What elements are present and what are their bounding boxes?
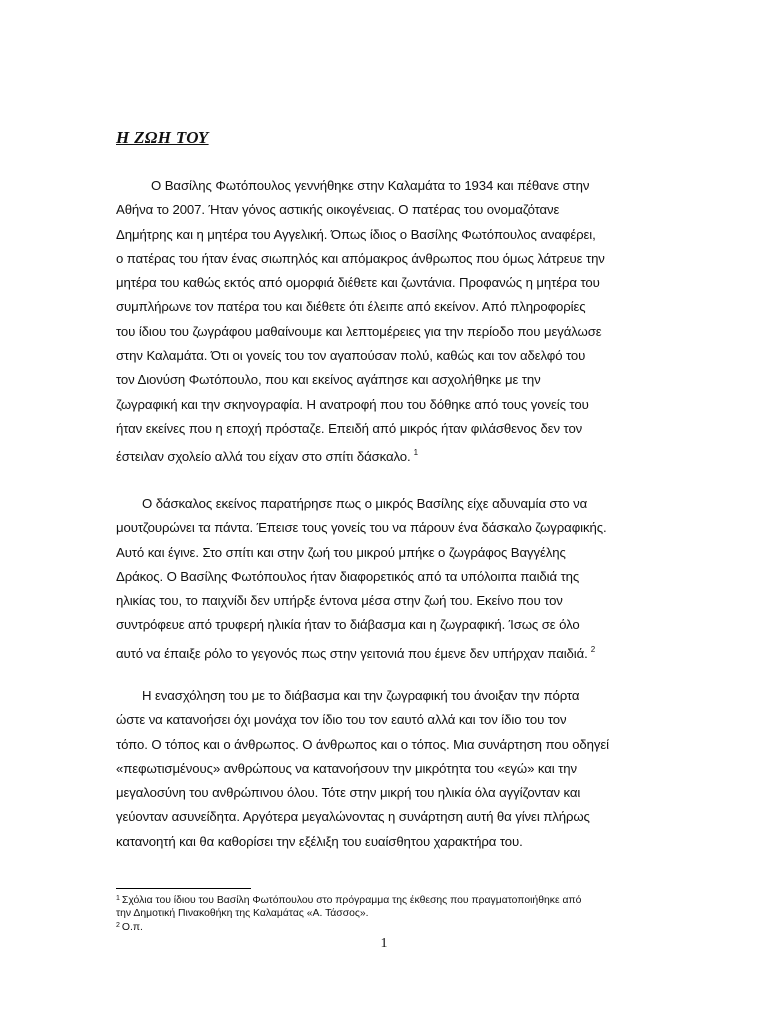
text-line bbox=[116, 441, 654, 465]
footnote-mark: 1 bbox=[116, 895, 120, 902]
footnote-1 bbox=[116, 893, 656, 908]
footnote-text: Σχόλια του ίδιου του Βασίλη Φωτόπουλου στο πρόγραμμα της έκθεσης που πραγματοποιήθηκε από bbox=[121, 895, 582, 906]
paragraph-3 bbox=[116, 684, 654, 854]
footnote-text: Ο.π. bbox=[121, 922, 143, 933]
text-line: γεύονταν ασυνείδητα. Αργότερα μεγαλώνοντας η συνάρτηση αυτή θα γίνει πλήρως bbox=[116, 809, 590, 825]
text-line: κατανοητή και θα καθορίσει την εξέλιξη του ευαίσθητου χαρακτήρα του. bbox=[116, 833, 523, 849]
text-line: μεγαλοσύνη του ανθρώπινου όλου. Τότε στην μικρή του ηλικία όλα αγγίζονταν και bbox=[116, 785, 581, 801]
text-line: μουτζουρώνει τα πάντα. Έπεισε τους γονείς του να πάρουν ένα δάσκαλο ζωγραφικής. bbox=[116, 520, 607, 536]
text-line: Δημήτρης και η μητέρα του Αγγελική. Όπως ίδιος ο Βασίλης Φωτόπουλος αναφέρει, bbox=[116, 226, 596, 242]
text-line: ζωγραφική και την σκηνογραφία. Η ανατροφή που του δόθηκε από τους γονείς του bbox=[116, 396, 589, 412]
text-line: μητέρα του καθώς εκτός από ομορφιά διέθετε και ζωντάνια. Προφανώς η μητέρα του bbox=[116, 275, 600, 291]
text-line: ήταν εκείνες που η εποχή πρόσταζε. Επειδή από μικρός ήταν φιλάσθενος δεν τον bbox=[116, 420, 583, 436]
footnote-text: την Δημοτική Πινακοθήκη της Καλαμάτας «Α. Τάσσος». bbox=[116, 907, 369, 919]
text-line: Αθήνα το 2007. Ήταν γόνος αστικής οικογένειας. Ο πατέρας του ονομαζότανε bbox=[116, 202, 560, 218]
text-line: ώστε να κατανοήσει όχι μονάχα τον ίδιο του τον εαυτό αλλά και τον ίδιο του τον bbox=[116, 712, 567, 728]
text-line: ηλικίας του, το παιχνίδι δεν υπήρξε έντονα μέσα στην ζωή του. Εκείνο που τον bbox=[116, 593, 563, 609]
text-line: συμπλήρωνε τον πατέρα του και διέθετε ότι έλειπε από εκείνον. Από πληροφορίες bbox=[116, 299, 586, 315]
footnote-separator bbox=[116, 888, 251, 889]
text-line: «πεφωτισμένους» ανθρώπους να κατανοήσουν την μικρότητα του «εγώ» και την bbox=[116, 760, 578, 776]
text-line: του ίδιου του ζωγράφου μαθαίνουμε και λεπτομέρειες για την περίοδο που μεγάλωσε bbox=[116, 323, 602, 339]
text-line: Αυτό και έγινε. Στο σπίτι και στην ζωή του μικρού μπήκε ο ζωγράφος Βαγγέλης bbox=[116, 544, 566, 560]
text-line-content: έστειλαν σχολείο αλλά του είχαν στο σπίτι δάσκαλο. bbox=[116, 449, 411, 465]
text-line: τον Διονύση Φωτόπουλο, που και εκείνος αγάπησε και ασχολήθηκε με την bbox=[116, 372, 541, 388]
footnote-1-continued bbox=[116, 908, 656, 921]
text-line: συντρόφευε από τρυφερή ηλικία ήταν το διάβασμα και η ζωγραφική. Ίσως σε όλο bbox=[116, 617, 580, 633]
text-line: τόπο. Ο τόπος και ο άνθρωπος. Ο άνθρωπος και ο τόπος. Μια συνάρτηση που οδηγεί bbox=[116, 736, 610, 752]
footnote-reference-1[interactable]: 1 bbox=[413, 448, 418, 458]
text-line: ο πατέρας του ήταν ένας σιωπηλός και απόμακρος άνθρωπος που όμως λάτρευε την bbox=[116, 250, 605, 266]
paragraph-2 bbox=[116, 492, 654, 662]
text-line: Ο Βασίλης Φωτόπουλος γεννήθηκε στην Καλαμάτα το 1934 και πέθανε στην bbox=[151, 178, 590, 193]
section-heading: Η ΖΩΗ ΤΟΥ bbox=[116, 128, 209, 147]
text-line: Η ενασχόληση του με το διάβασμα και την ζωγραφική του άνοιξαν την πόρτα bbox=[142, 688, 580, 703]
footnote-mark: 2 bbox=[116, 922, 120, 929]
text-line: Ο δάσκαλος εκείνος παρατήρησε πως ο μικρός Βασίλης είχε αδυναμία στο να bbox=[142, 496, 588, 511]
text-line bbox=[116, 638, 654, 662]
footnote-reference-2[interactable]: 2 bbox=[590, 644, 596, 654]
text-line-content: αυτό να έπαιξε ρόλο το γεγονός πως στην γειτονιά που έμενε δεν υπήρχαν παιδιά. bbox=[116, 645, 588, 661]
text-line: στην Καλαμάτα. Ότι οι γονείς του τον αγαπούσαν πολύ, καθώς και τον αδελφό του bbox=[116, 348, 586, 364]
page-number: 1 bbox=[380, 936, 388, 951]
footnote-2 bbox=[116, 920, 656, 935]
paragraph-1 bbox=[116, 174, 654, 466]
footnotes bbox=[116, 893, 656, 935]
text-line: Δράκος. Ο Βασίλης Φωτόπουλος ήταν διαφορετικός από τα υπόλοιπα παιδιά της bbox=[116, 568, 580, 584]
